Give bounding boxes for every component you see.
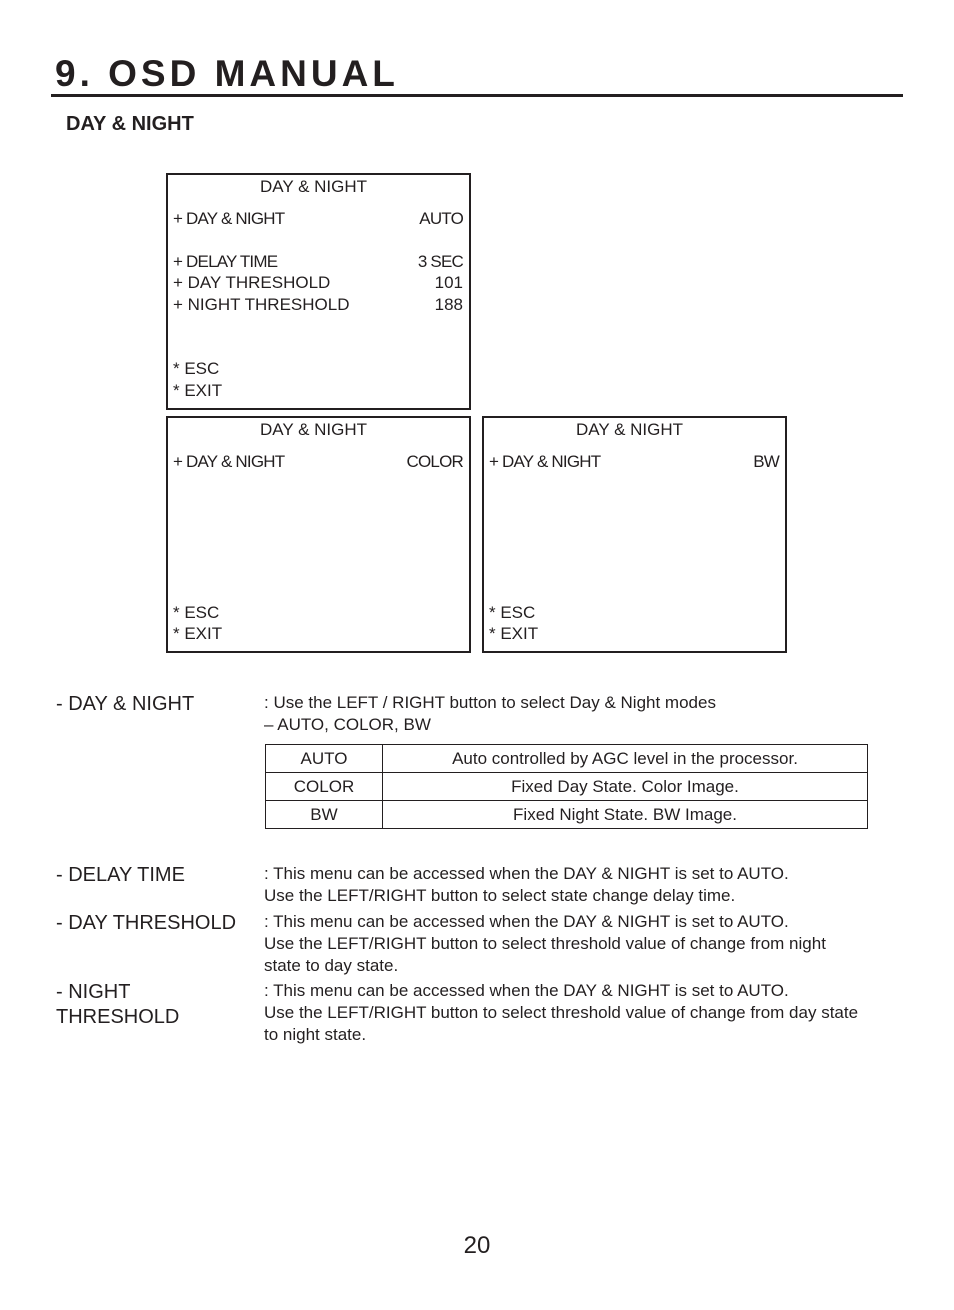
table-row bbox=[266, 773, 868, 801]
osd-item-night-threshold-value: 188 bbox=[434, 295, 463, 314]
title-divider bbox=[51, 94, 903, 97]
term-day-night: - DAY & NIGHT bbox=[56, 693, 195, 715]
mode-cell: BW bbox=[266, 801, 383, 829]
osd-item-day-night-label: + DAY & NIGHT bbox=[173, 209, 285, 228]
mode-cell: AUTO bbox=[266, 745, 383, 773]
osd-menu-bw bbox=[482, 416, 787, 653]
osd-menu-title: DAY & NIGHT bbox=[259, 420, 368, 439]
mode-cell: COLOR bbox=[266, 773, 383, 801]
osd-item-exit: * EXIT bbox=[173, 381, 223, 400]
term-night-threshold bbox=[56, 980, 179, 1030]
term-line: - NIGHT bbox=[56, 981, 131, 1003]
page-number: 20 bbox=[463, 1232, 491, 1259]
osd-item-esc: * ESC bbox=[173, 359, 220, 378]
mode-description-cell: Fixed Night State. BW Image. bbox=[383, 801, 868, 829]
osd-item-day-night-label: + DAY & NIGHT bbox=[173, 452, 285, 471]
osd-item-exit: * EXIT bbox=[489, 624, 539, 643]
desc-line: state to day state. bbox=[264, 956, 399, 975]
osd-menu-title: DAY & NIGHT bbox=[259, 177, 368, 196]
section-title: DAY & NIGHT bbox=[66, 113, 194, 135]
desc-line: : This menu can be accessed when the DAY & NIGHT is set to AUTO. bbox=[264, 981, 789, 1000]
desc-day-night bbox=[264, 692, 904, 736]
table-row bbox=[266, 801, 868, 829]
osd-item-day-night-value: COLOR bbox=[406, 452, 463, 471]
desc-line: Use the LEFT/RIGHT button to select state change delay time. bbox=[264, 886, 736, 905]
osd-menu-auto bbox=[166, 173, 471, 410]
desc-day-threshold bbox=[264, 911, 904, 977]
desc-line: : This menu can be accessed when the DAY & NIGHT is set to AUTO. bbox=[264, 912, 789, 931]
desc-line: Use the LEFT/RIGHT button to select threshold value of change from night bbox=[264, 934, 826, 953]
osd-item-exit: * EXIT bbox=[173, 624, 223, 643]
osd-menu-title: DAY & NIGHT bbox=[575, 420, 684, 439]
desc-night-threshold bbox=[264, 980, 904, 1046]
osd-item-day-night-value: AUTO bbox=[419, 209, 463, 228]
osd-item-day-night-label: + DAY & NIGHT bbox=[489, 452, 601, 471]
term-day-threshold: - DAY THRESHOLD bbox=[56, 912, 237, 934]
osd-item-esc: * ESC bbox=[173, 603, 220, 622]
desc-line: : This menu can be accessed when the DAY & NIGHT is set to AUTO. bbox=[264, 864, 789, 883]
table-row bbox=[266, 745, 868, 773]
osd-item-day-threshold-value: 101 bbox=[434, 273, 463, 292]
modes-table bbox=[265, 744, 868, 829]
desc-line: : Use the LEFT / RIGHT button to select Day & Night modes bbox=[264, 693, 716, 712]
term-delay-time: - DELAY TIME bbox=[56, 864, 185, 886]
desc-line: – AUTO, COLOR, BW bbox=[264, 715, 431, 734]
osd-item-day-night-value: BW bbox=[753, 452, 779, 471]
osd-item-night-threshold-label: + NIGHT THRESHOLD bbox=[173, 295, 350, 314]
osd-item-delay-time-value: 3 SEC bbox=[417, 252, 463, 271]
desc-line: Use the LEFT/RIGHT button to select threshold value of change from day state bbox=[264, 1003, 859, 1022]
osd-item-esc: * ESC bbox=[489, 603, 536, 622]
osd-item-delay-time-label: + DELAY TIME bbox=[173, 252, 278, 271]
desc-delay-time bbox=[264, 863, 904, 907]
mode-description-cell: Fixed Day State. Color Image. bbox=[383, 773, 868, 801]
desc-line: to night state. bbox=[264, 1025, 367, 1044]
mode-description-cell: Auto controlled by AGC level in the processor. bbox=[383, 745, 868, 773]
osd-menu-color bbox=[166, 416, 471, 653]
page-title: 9. OSD MANUAL bbox=[55, 53, 399, 94]
osd-item-day-threshold-label: + DAY THRESHOLD bbox=[173, 273, 331, 292]
term-line: THRESHOLD bbox=[56, 1006, 180, 1028]
